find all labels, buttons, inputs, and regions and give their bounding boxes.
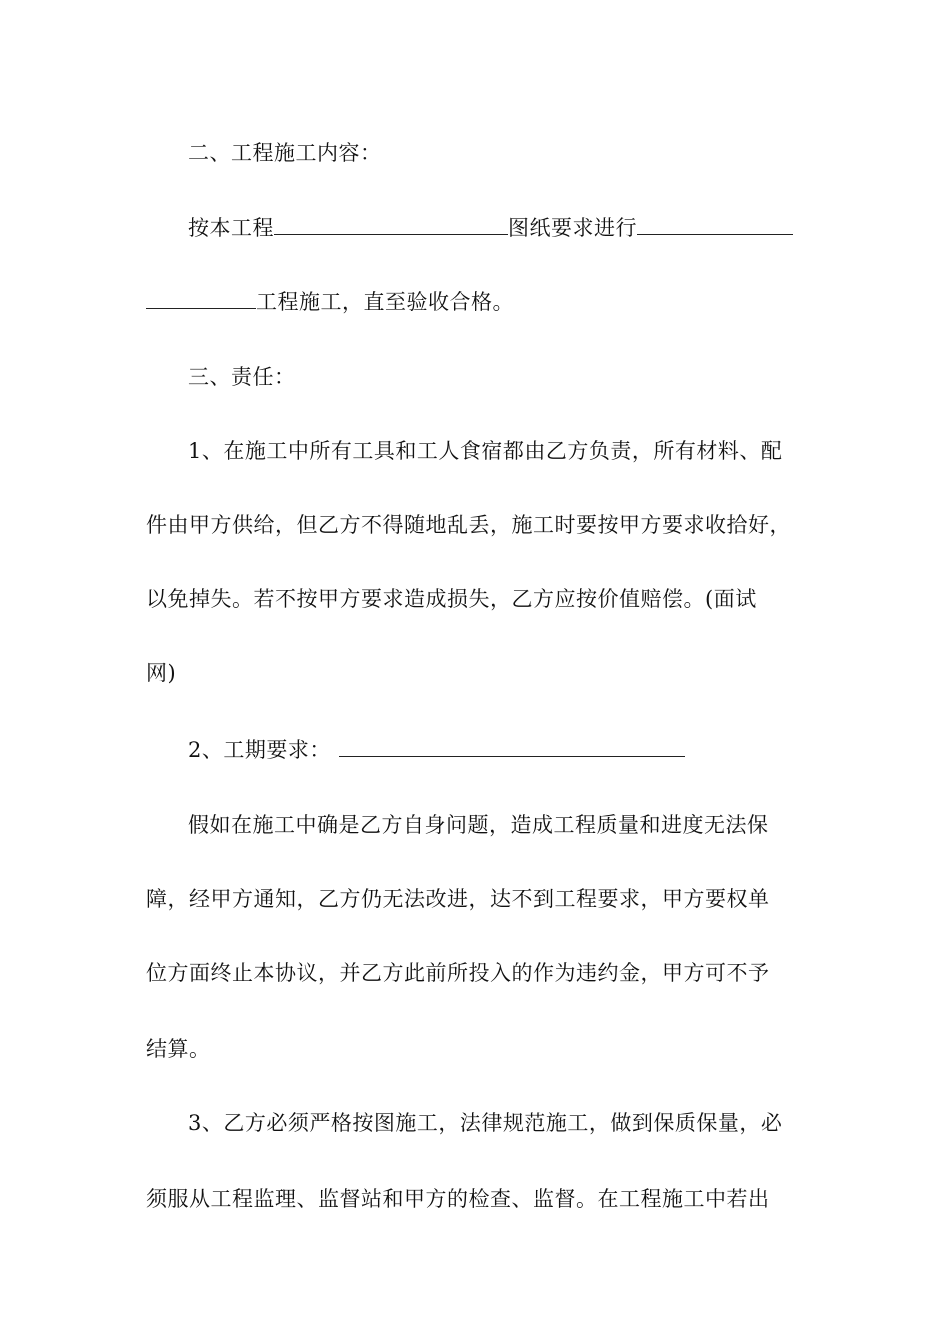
responsibility-item-1-line-3: 以免掉失。若不按甲方要求造成损失，乙方应按价值赔偿。(面试 (146, 587, 757, 611)
responsibility-item-1-line-4: 网) (146, 661, 177, 685)
scope-text-b: 图纸要求进行 (508, 216, 637, 240)
work-type-blank-1 (637, 212, 793, 235)
responsibility-item-3-line-1: 3、乙方必须严格按图施工，法律规范施工，做到保质保量，必 (188, 1111, 783, 1135)
quality-clause-line-2: 障，经甲方通知，乙方仍无法改进，达不到工程要求，甲方要权单 (146, 887, 770, 911)
quality-clause-line-3: 位方面终止本协议，并乙方此前所投入的作为违约金，甲方可不予 (146, 961, 770, 985)
construction-scope-line-1 (188, 212, 793, 243)
schedule-blank (339, 734, 685, 757)
schedule-label: 2、工期要求： (188, 738, 331, 762)
responsibility-item-1-line-1: 1、在施工中所有工具和工人食宿都由乙方负责，所有材料、配 (188, 439, 783, 463)
scope-text-c: 工程施工，直至验收合格。 (256, 290, 514, 314)
project-name-blank (274, 212, 508, 235)
schedule-requirement-line (188, 734, 685, 765)
responsibility-item-1-line-2: 件由甲方供给，但乙方不得随地乱丢，施工时要按甲方要求收拾好， (146, 513, 791, 537)
work-type-blank-2 (146, 286, 256, 309)
responsibility-item-3-line-2: 须服从工程监理、监督站和甲方的检查、监督。在工程施工中若出 (146, 1187, 770, 1211)
scope-text-a: 按本工程 (188, 216, 274, 240)
section-heading-responsibility: 三、责任： (188, 365, 296, 389)
quality-clause-line-1: 假如在施工中确是乙方自身问题，造成工程质量和进度无法保 (188, 813, 769, 837)
construction-scope-line-2 (146, 286, 514, 317)
quality-clause-line-4: 结算。 (146, 1037, 211, 1061)
section-heading-construction-content: 二、工程施工内容： (188, 141, 382, 165)
